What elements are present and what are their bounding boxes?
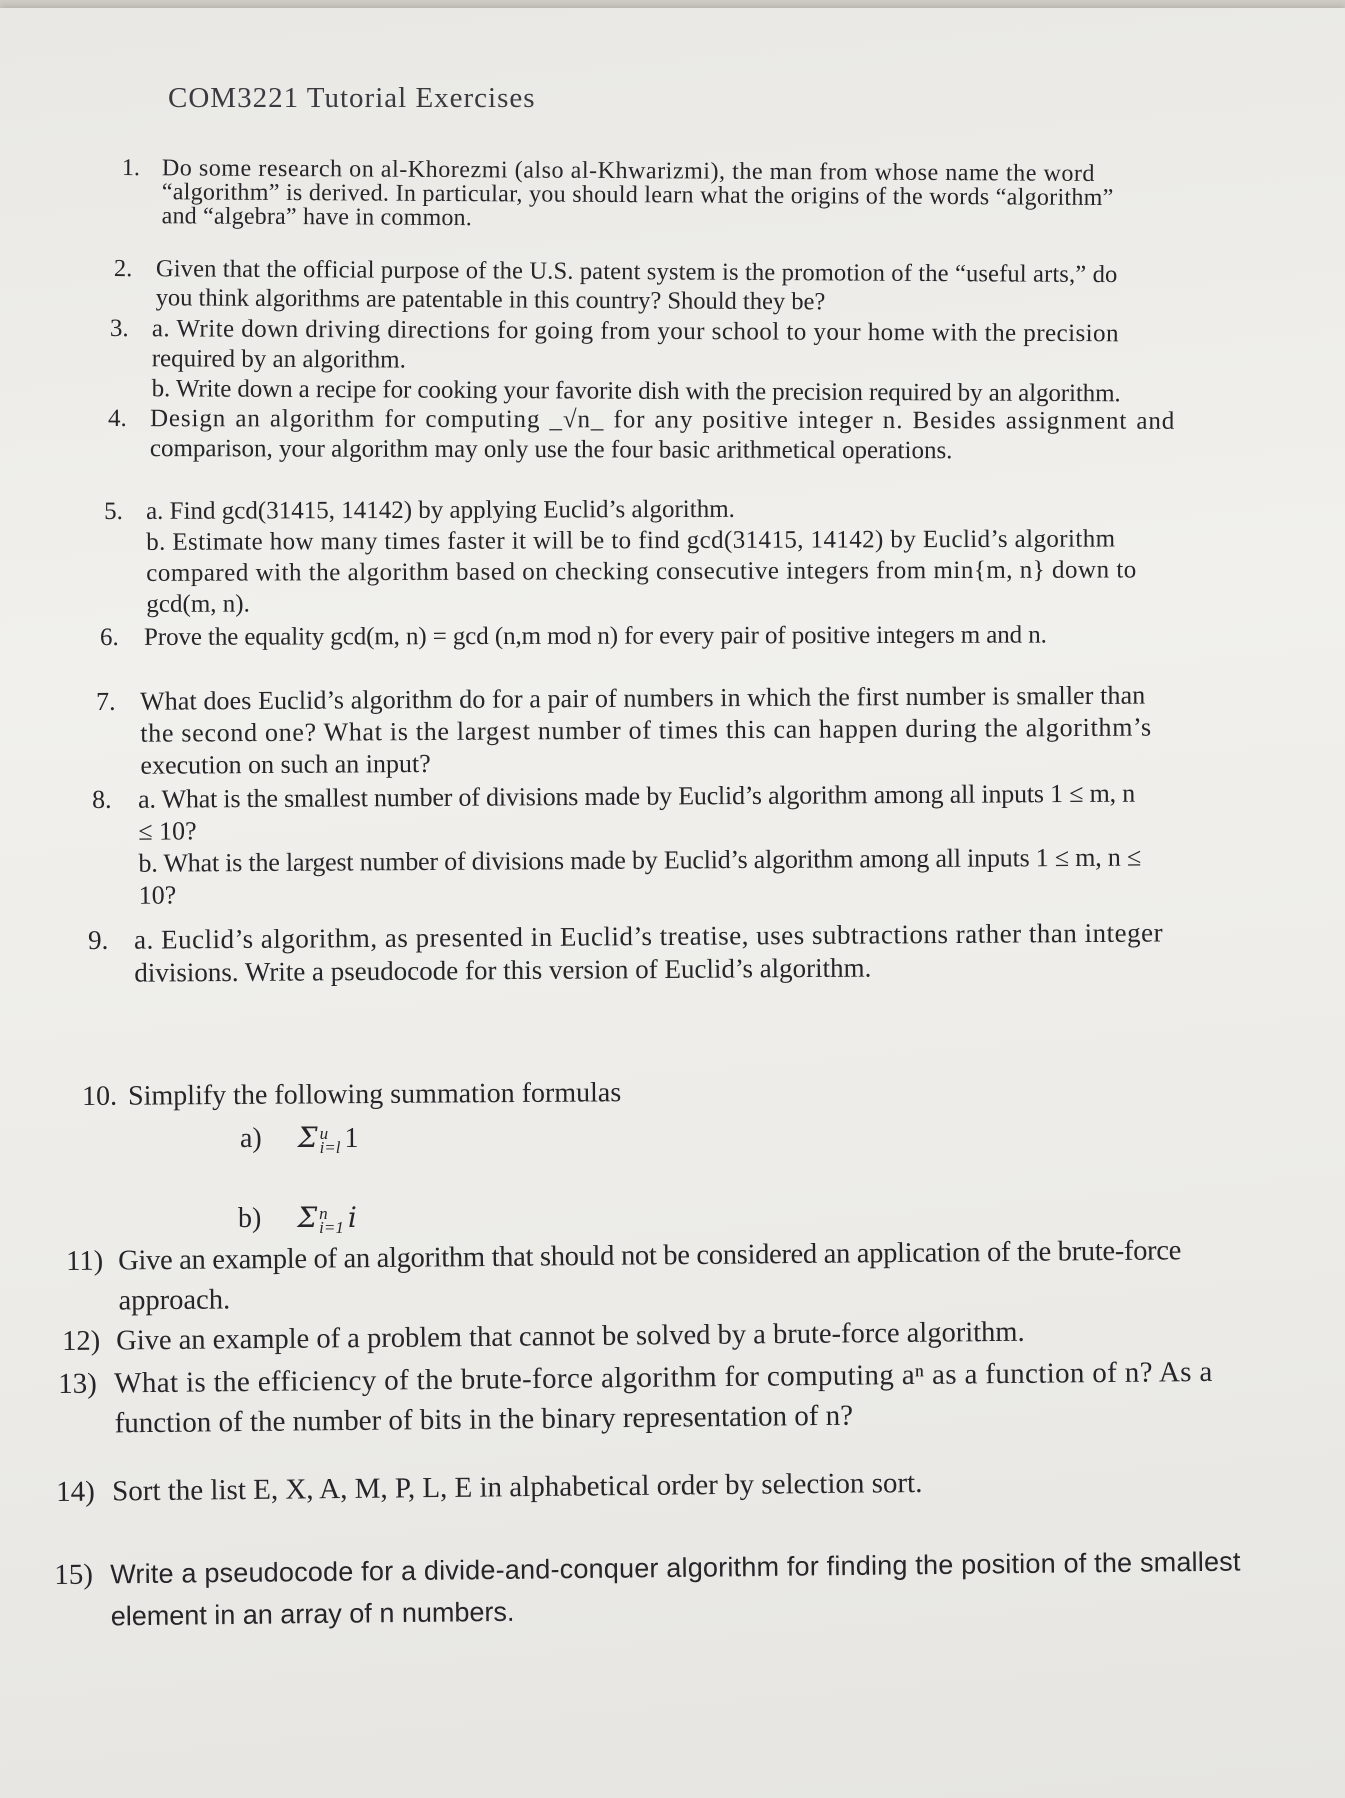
question-number: 13) bbox=[58, 1367, 98, 1400]
question-line: required by an algorithm. bbox=[151, 345, 406, 374]
question-line: ≤ 10? bbox=[138, 816, 197, 846]
question-number: 7. bbox=[96, 686, 116, 716]
question-number: 8. bbox=[92, 784, 112, 814]
sigma-symbol: Σ bbox=[297, 1201, 318, 1234]
question-line: “algorithm” is derived. In particular, you should learn what the origins of the words “algorithm” bbox=[161, 179, 1114, 212]
question-line: What is the efficiency of the brute-force algorithm for computing aⁿ as a function of n? As a bbox=[114, 1355, 1213, 1400]
question-line: function of the number of bits in the binary representation of n? bbox=[114, 1399, 854, 1440]
paper-sheet bbox=[0, 8, 1345, 1798]
question-number: 5. bbox=[104, 497, 123, 525]
summation-lower: i=l bbox=[319, 1137, 341, 1157]
question-line: the second one? What is the largest number of times this can happen during the algorithm’s bbox=[140, 712, 1152, 748]
summation-upper: u bbox=[319, 1123, 329, 1143]
summation-label: b) bbox=[238, 1203, 262, 1234]
question-number: 3. bbox=[109, 315, 129, 343]
question-line: execution on such an input? bbox=[140, 748, 431, 780]
question-number: 10. bbox=[82, 1080, 118, 1112]
sigma-symbol: Σ bbox=[297, 1121, 318, 1154]
question-line: compared with the algorithm based on checking consecutive integers from min{m, n} down to bbox=[146, 556, 1137, 587]
summation-upper: n bbox=[319, 1203, 328, 1223]
question-number: 1. bbox=[121, 155, 141, 182]
question-line: divisions. Write a pseudocode for this version of Euclid’s algorithm. bbox=[134, 952, 872, 988]
summation-label: a) bbox=[240, 1123, 262, 1154]
question-number: 9. bbox=[88, 924, 109, 955]
question-line: a. What is the smallest number of divisions made by Euclid’s algorithm among all inputs 1 ≤ m, n bbox=[138, 778, 1136, 814]
question-line: a. Euclid’s algorithm, as presented in Euclid’s treatise, uses subtractions rather than integer bbox=[134, 917, 1164, 955]
question-line: Prove the equality gcd(m, n) = gcd (n,m mod n) for every pair of positive integers m and n. bbox=[144, 621, 1047, 651]
summation-lower: i=1 bbox=[319, 1217, 344, 1237]
question-number: 2. bbox=[113, 254, 133, 283]
question-line: gcd(m, n). bbox=[146, 590, 250, 618]
question-line: a. Write down driving directions for going from your school to your home with the precision bbox=[151, 315, 1120, 348]
question-line: What does Euclid’s algorithm do for a pair of numbers in which the first number is smaller than bbox=[140, 680, 1146, 716]
question-number: 15) bbox=[54, 1558, 94, 1591]
question-line: comparison, your algorithm may only use the four basic arithmetical operations. bbox=[149, 435, 953, 465]
question-number: 12) bbox=[62, 1325, 101, 1357]
question-line: b. Write down a recipe for cooking your favorite dish with the precision required by an algorithm. bbox=[151, 375, 1121, 408]
question-line: you think algorithms are patentable in this country? Should they be? bbox=[155, 284, 826, 316]
question-line: 10? bbox=[138, 880, 177, 910]
document-title: COM3221 Tutorial Exercises bbox=[168, 82, 536, 114]
question-number: 14) bbox=[56, 1475, 96, 1508]
summation-bounds bbox=[319, 1203, 344, 1237]
question-line: b. What is the largest number of divisions made by Euclid’s algorithm among all inputs 1 ≤ m, n ≤ bbox=[138, 842, 1142, 878]
question-number: 11) bbox=[66, 1245, 104, 1277]
question-line: Give an example of a problem that cannot be solved by a brute-force algorithm. bbox=[116, 1316, 1025, 1357]
summation-term: i bbox=[347, 1201, 357, 1234]
question-line: element in an array of n numbers. bbox=[110, 1596, 515, 1632]
question-line: Simplify the following summation formulas bbox=[128, 1077, 622, 1112]
summation-a bbox=[240, 1118, 358, 1159]
question-line: a. Find gcd(31415, 14142) by applying Euclid’s algorithm. bbox=[146, 495, 735, 525]
question-line: and “algebra” have in common. bbox=[161, 203, 473, 232]
summation-b bbox=[238, 1198, 357, 1239]
question-line: b. Estimate how many times faster it will be to find gcd(31415, 14142) by Euclid’s algorithm bbox=[146, 525, 1116, 556]
summation-term: 1 bbox=[344, 1123, 359, 1154]
question-number: 6. bbox=[100, 623, 119, 651]
question-line: Give an example of an algorithm that should not be considered an application of the brute-force bbox=[118, 1235, 1182, 1277]
question-line: approach. bbox=[118, 1284, 231, 1317]
question-line: Given that the official purpose of the U.S. patent system is the promotion of the “useful arts,” do bbox=[155, 255, 1118, 289]
summation-bounds bbox=[319, 1123, 341, 1157]
question-line: Write a pseudocode for a divide-and-conquer algorithm for finding the position of the smallest bbox=[110, 1546, 1241, 1590]
question-line: Do some research on al-Khorezmi (also al-Khwarizmi), the man from whose name the word bbox=[161, 155, 1096, 187]
question-line: Sort the list E, X, A, M, P, L, E in alphabetical order by selection sort. bbox=[112, 1466, 923, 1508]
question-number: 4. bbox=[107, 405, 127, 433]
question-line: Design an algorithm for computing _√n_ for any positive integer n. Besides assignment and bbox=[149, 405, 1176, 435]
